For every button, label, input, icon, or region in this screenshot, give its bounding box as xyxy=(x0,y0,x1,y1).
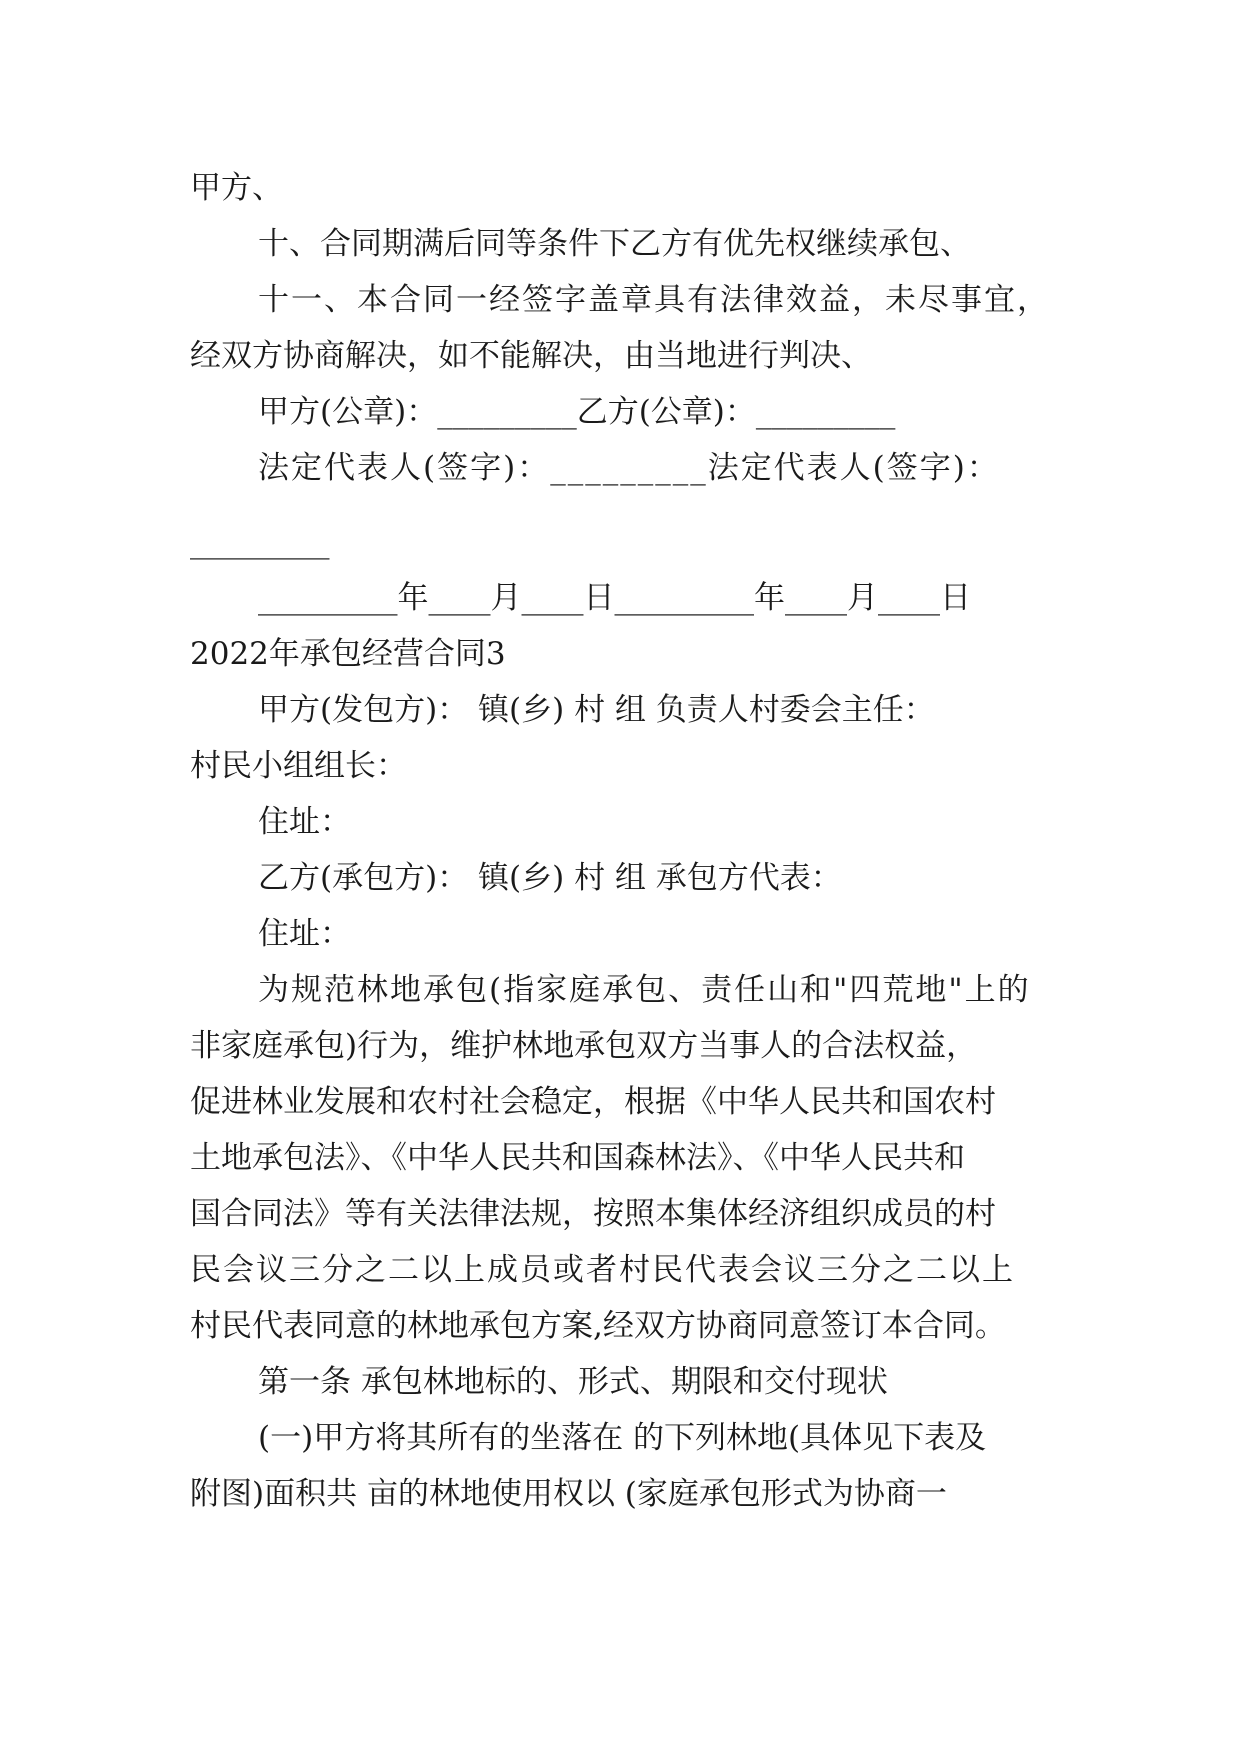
text-line: 促进林业发展和农村社会稳定，根据《中华人民共和国农村 xyxy=(190,1084,996,1120)
text-line: 土地承包法》、《中华人民共和国森林法》、《中华人民共和 xyxy=(190,1140,965,1176)
text-line: 甲方、 xyxy=(190,170,283,206)
text-line: 住址： xyxy=(258,916,351,952)
text-line: 国合同法》等有关法律法规，按照本集体经济组织成员的村 xyxy=(190,1196,996,1232)
text-line: 乙方(承包方)： 镇(乡) 村 组 承包方代表： xyxy=(258,860,842,896)
text-line: 甲方(发包方)： 镇(乡) 村 组 负责人村委会主任： xyxy=(258,692,935,728)
text-line: 附图)面积共 亩的林地使用权以 (家庭承包形式为协商一 xyxy=(190,1476,947,1512)
signature-line: 甲方(公章)：_________乙方(公章)：_________ xyxy=(258,394,896,430)
signature-line: 法定代表人(签字)：_________法定代表人(签字)： xyxy=(258,450,1000,486)
text-line: 经双方协商解决，如不能解决，由当地进行判决、 xyxy=(190,338,872,374)
text-line: 十一、本合同一经签字盖章具有法律效益，未尽事宜， xyxy=(258,282,1050,318)
article-heading: 第一条 承包林地标的、形式、期限和交付现状 xyxy=(258,1364,888,1400)
section-title: 2022年承包经营合同3 xyxy=(190,636,506,672)
text-line: 村民代表同意的林地承包方案,经双方协商同意签订本合同。 xyxy=(190,1308,1006,1344)
text-line: 非家庭承包)行为，维护林地承包双方当事人的合法权益， xyxy=(190,1028,978,1064)
text-line: 十、合同期满后同等条件下乙方有优先权继续承包、 xyxy=(258,226,971,262)
text-line: (一)甲方将其所有的坐落在 的下列林地(具体见下表及 xyxy=(258,1420,987,1456)
text-line: 为规范林地承包(指家庭承包、责任山和"四荒地"上的 xyxy=(258,972,1031,1008)
date-line: _________年____月____日_________年____月____日 xyxy=(258,580,971,616)
text-line: 村民小组组长： xyxy=(190,748,407,784)
text-line: 住址： xyxy=(258,804,351,840)
text-line: 民会议三分之二以上成员或者村民代表会议三分之二以上 xyxy=(190,1252,1015,1288)
signature-blank: _________ xyxy=(190,524,330,560)
